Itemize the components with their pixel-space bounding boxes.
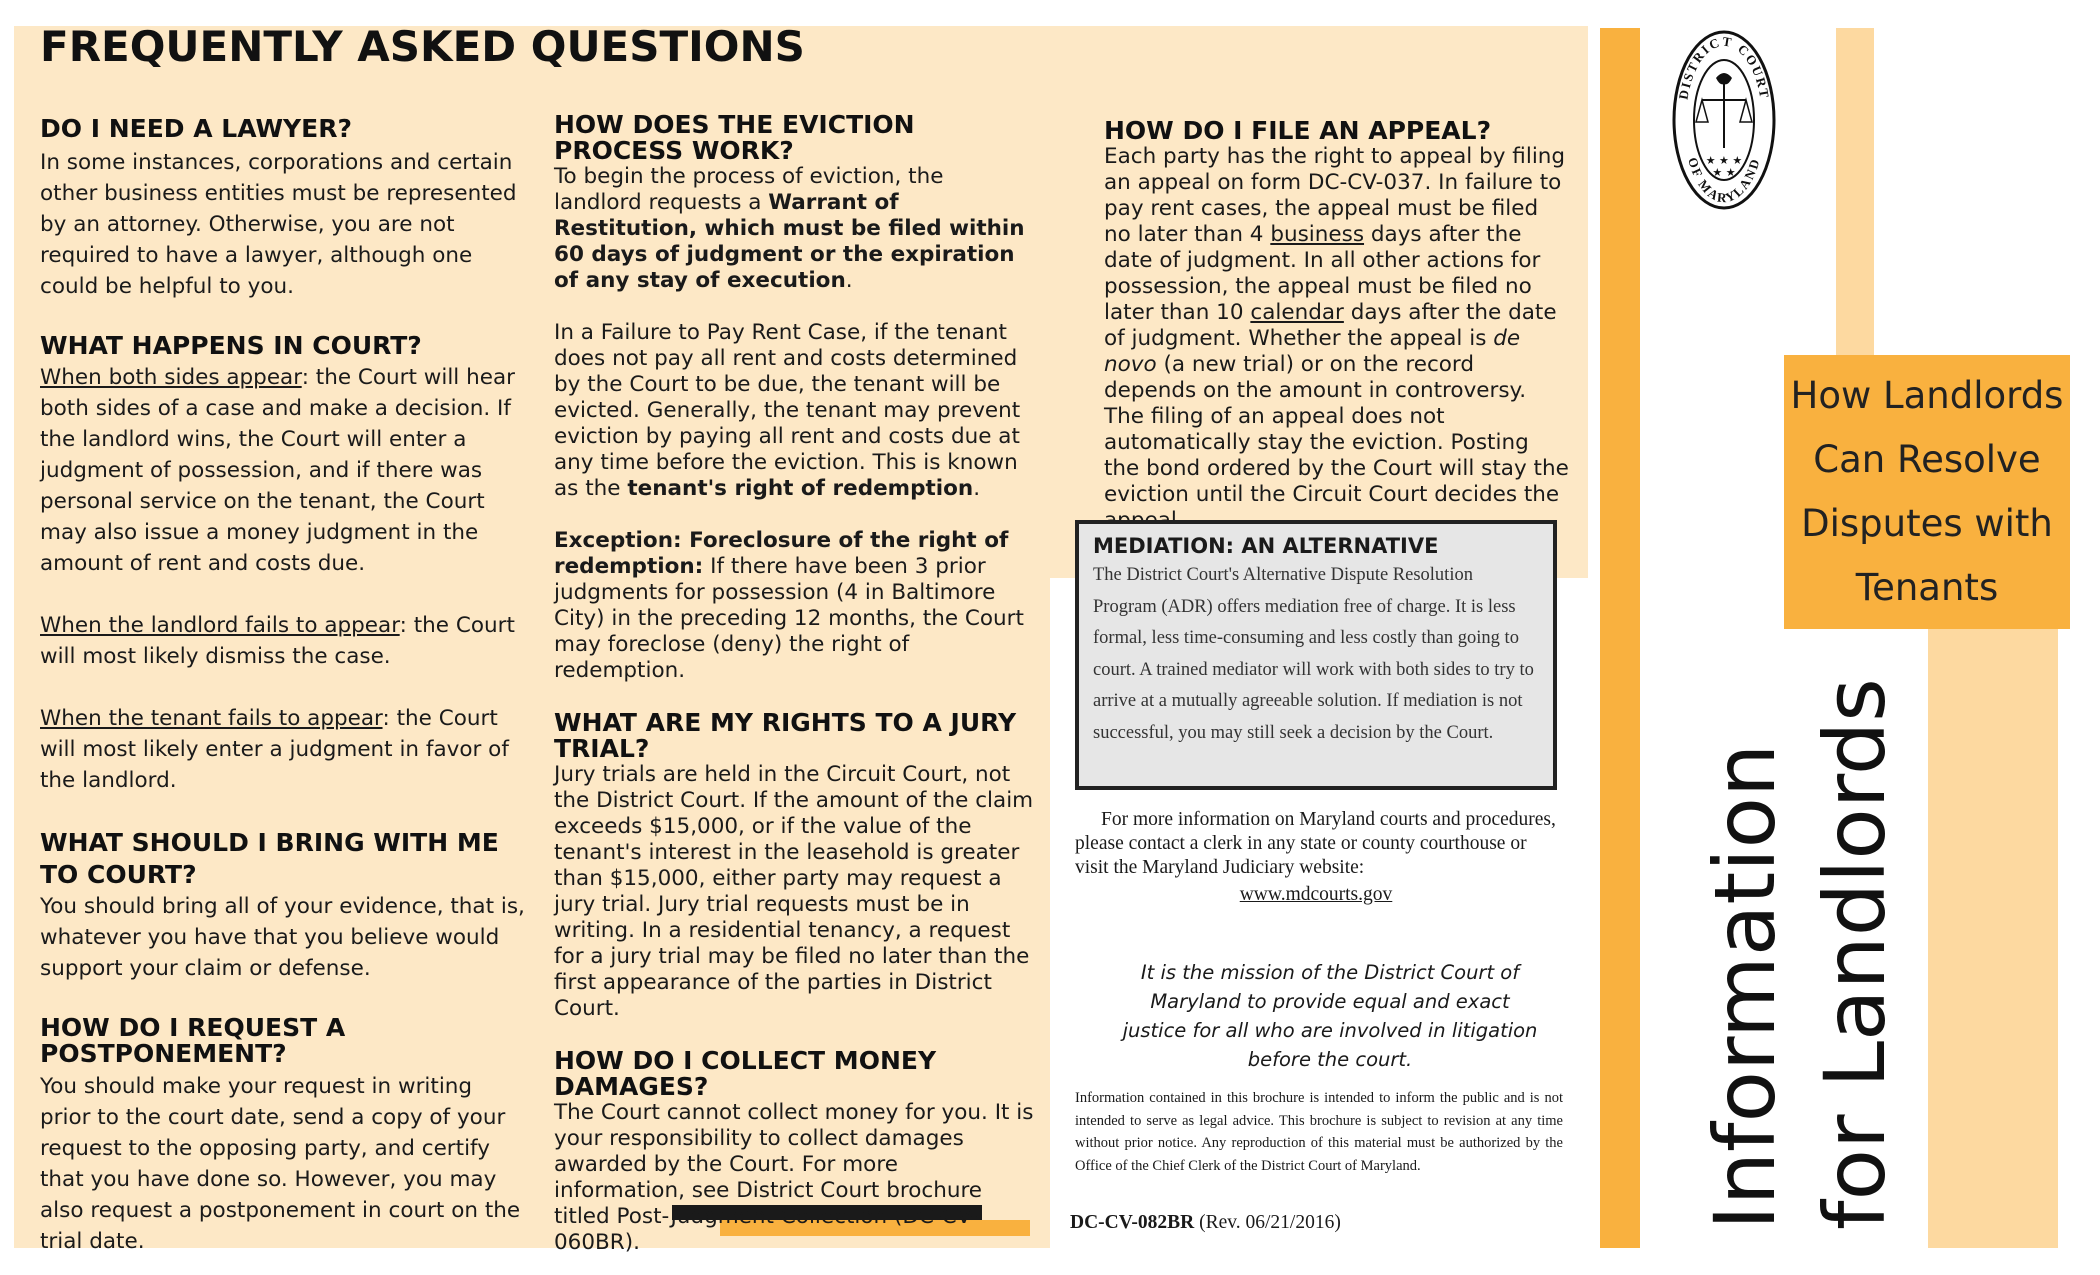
lawyer-heading: DO I NEED A LAWYER? — [40, 114, 352, 143]
svg-text:★ ★ ★: ★ ★ ★ — [1705, 154, 1743, 167]
page-title: FREQUENTLY ASKED QUESTIONS — [40, 22, 805, 71]
redemption-term: tenant's right of redemption — [627, 476, 974, 501]
appeal-calendar: calendar — [1250, 300, 1344, 325]
both-sides-text: : the Court will hear both sides of a case and make a decision. If the landlord wins, the Court will enter a judgment of possession, and if there was personal service on the tenant, the Court may also issue a money judgment in the amount of rent and costs due. — [40, 365, 515, 576]
more-info-text: For more information on Maryland courts and procedures, please contact a clerk in any state or county courthouse or visit the Maryland Judiciary website: — [1075, 809, 1556, 878]
postpone-heading: HOW DO I REQUEST A POSTPONEMENT? — [40, 1013, 346, 1068]
bring-text: You should bring all of your evidence, that is, whatever you have that you believe would support your claim or defense. — [40, 894, 525, 981]
landlord-fails-label: When the landlord fails to appear — [40, 613, 400, 638]
appeal-text-4: (a new trial) or on the record depends on the amount in controversy. The filing of an appeal does not automatically stay the eviction. Posting the bond ordered by the Court will stay the eviction until the Circuit Court decides the — [1104, 352, 1569, 507]
website-link[interactable]: www.mdcourts.gov — [1239, 884, 1393, 905]
seal-text-bottom: OF MARYLAND — [1684, 155, 1764, 206]
jury-text: Jury trials are held in the Circuit Court, not the District Court. If the amount of the claim exceeds $15,000, or if the value of the tenant's interest in the leasehold is greater than $15,000, either party may request a jury trial. Jury trial requests must be in writing. In a residential tenancy, a request for a jury trial may be filed no later than the first appearance of the parties in District Court. — [554, 762, 1034, 1021]
mediation-text: The District Court's Alternative Dispute Resolution Program (ADR) offers mediation free of charge. It is less formal, less time-consuming and less costly than going to court. A trained mediator will work with both sides to try to arrive at a mutually agreeable solution. If mediation is not successful, you may still seek a decision by the Court. — [1093, 565, 1534, 743]
mediation-box — [1075, 520, 1557, 790]
landlord-fails-text: : the Court will most likely dismiss the case. — [40, 613, 515, 669]
appeal-text-2: days after the date of judgment. In all other actions for possession, the appeal must be filed no later than 10 — [1104, 222, 1541, 325]
light-stripe-top — [1836, 28, 1874, 355]
eviction-text-c: . — [845, 268, 853, 293]
appeal-text-1: Each party has the right to appeal by filing an appeal on form DC-CV-037. In failure to pay rent cases, the appeal must be filed no later than 4 — [1104, 144, 1566, 247]
appeal-text-3: days after the date of judgment. Whether the appeal is — [1104, 300, 1557, 351]
court-heading: WHAT HAPPENS IN COURT? — [40, 331, 422, 360]
faq-column-1 — [40, 116, 525, 1257]
lawyer-text: In some instances, corporations and certain other business entities must be represented by an attorney. Otherwise, you are not required to have a lawyer, although one could be helpful to you. — [40, 150, 517, 299]
cover-line-2: Can Resolve — [1813, 438, 2041, 481]
eviction-paragraph-2 — [554, 320, 1034, 502]
form-number — [1070, 1212, 1341, 1234]
money-text: The Court cannot collect money for you. It is your responsibility to collect damages awarded by the Court. For more information, see District Court brochure titled Post-Judgment Collection (DC-CV-060BR). — [554, 1100, 1034, 1255]
tenant-fails-label: When the tenant fails to appear — [40, 706, 383, 731]
form-code: DC-CV-082BR — [1070, 1212, 1195, 1233]
orange-stripe-left — [1600, 28, 1640, 1248]
mediation-heading: MEDIATION: AN ALTERNATIVE — [1093, 534, 1439, 558]
exception-label: Exception: Foreclosure of the right of redemption: — [554, 528, 1009, 579]
vertical-title-line-1: Information — [1696, 743, 1794, 1230]
vertical-title-line-2: for Landlords — [1806, 678, 1904, 1230]
mission-statement: It is the mission of the District Court of Maryland to provide equal and exact justice for all who are involved in litigation before the court. — [1122, 961, 1538, 1071]
cover-line-1: How Landlords — [1790, 374, 2064, 417]
jury-heading: WHAT ARE MY RIGHTS TO A JURY TRIAL? — [554, 708, 1017, 763]
cover-line-3: Disputes with — [1801, 502, 2053, 545]
appeal-text — [1104, 144, 1570, 534]
landlord-fails-paragraph — [40, 610, 525, 672]
failure-to-pay-end: . — [973, 476, 981, 501]
disclaimer-text: Information contained in this brochure is intended to inform the public and is not intended to serve as legal advice. This brochure is subject to revision at any time without prior notice. Any reproduction of this material must be authorized by the Office of the Chief Clerk of the District Court of Maryland. — [1075, 1090, 1563, 1174]
svg-text:★ ★: ★ ★ — [1712, 166, 1736, 179]
failure-to-pay-text: In a Failure to Pay Rent Case, if the tenant does not pay all rent and costs determined by the Court to be due, the tenant will be evicted. Generally, the tenant may prevent eviction by paying all rent and costs due at any time before the eviction. This is known as the — [554, 320, 1021, 501]
appeal-business: business — [1270, 222, 1365, 247]
appeal-de-novo: de novo — [1104, 326, 1521, 377]
both-sides-label: When both sides appear — [40, 365, 302, 390]
cover-line-4: Tenants — [1855, 566, 1999, 609]
court-seal-icon — [1672, 30, 1776, 210]
appeal-heading: HOW DO I FILE AN APPEAL? — [1104, 116, 1492, 145]
eviction-paragraph-1 — [554, 164, 1034, 294]
eviction-text-a: To begin the process of eviction, the landlord requests a — [554, 164, 944, 215]
eviction-heading: HOW DOES THE EVICTION PROCESS WORK? — [554, 110, 915, 165]
postpone-text: You should make your request in writing prior to the court date, send a copy of your request to the opposing party, and certify that you have done so. However, you may also request a postponement in court on the trial date. — [40, 1074, 521, 1254]
bring-heading: WHAT SHOULD I BRING WITH ME TO COURT? — [40, 828, 499, 889]
more-info-block — [1075, 808, 1557, 907]
faq-column-2 — [554, 112, 1034, 1256]
tenant-fails-paragraph — [40, 703, 525, 796]
form-revision: (Rev. 06/21/2016) — [1194, 1212, 1341, 1233]
money-heading: HOW DO I COLLECT MONEY DAMAGES? — [554, 1046, 937, 1101]
vertical-title — [1690, 678, 1910, 1230]
tenant-fails-text: : the Court will most likely enter a judgment in favor of the landlord. — [40, 706, 509, 793]
exception-paragraph — [554, 528, 1034, 684]
light-stripe-bottom — [1928, 629, 2058, 1248]
exception-text: If there have been 3 prior judgments for possession (4 in Baltimore City) in the preceding 12 months, the Court may foreclose (deny) the right of redemption. — [554, 554, 1024, 683]
seal-text-top: DISTRICT COURT — [1675, 33, 1773, 101]
cover-title-box — [1784, 355, 2070, 629]
faq-column-3 — [1104, 118, 1570, 534]
eviction-text-bold: Warrant of Restitution, which must be filed within 60 days of judgment or the expiration of any stay of execution — [554, 190, 1025, 293]
both-sides-paragraph — [40, 362, 525, 579]
